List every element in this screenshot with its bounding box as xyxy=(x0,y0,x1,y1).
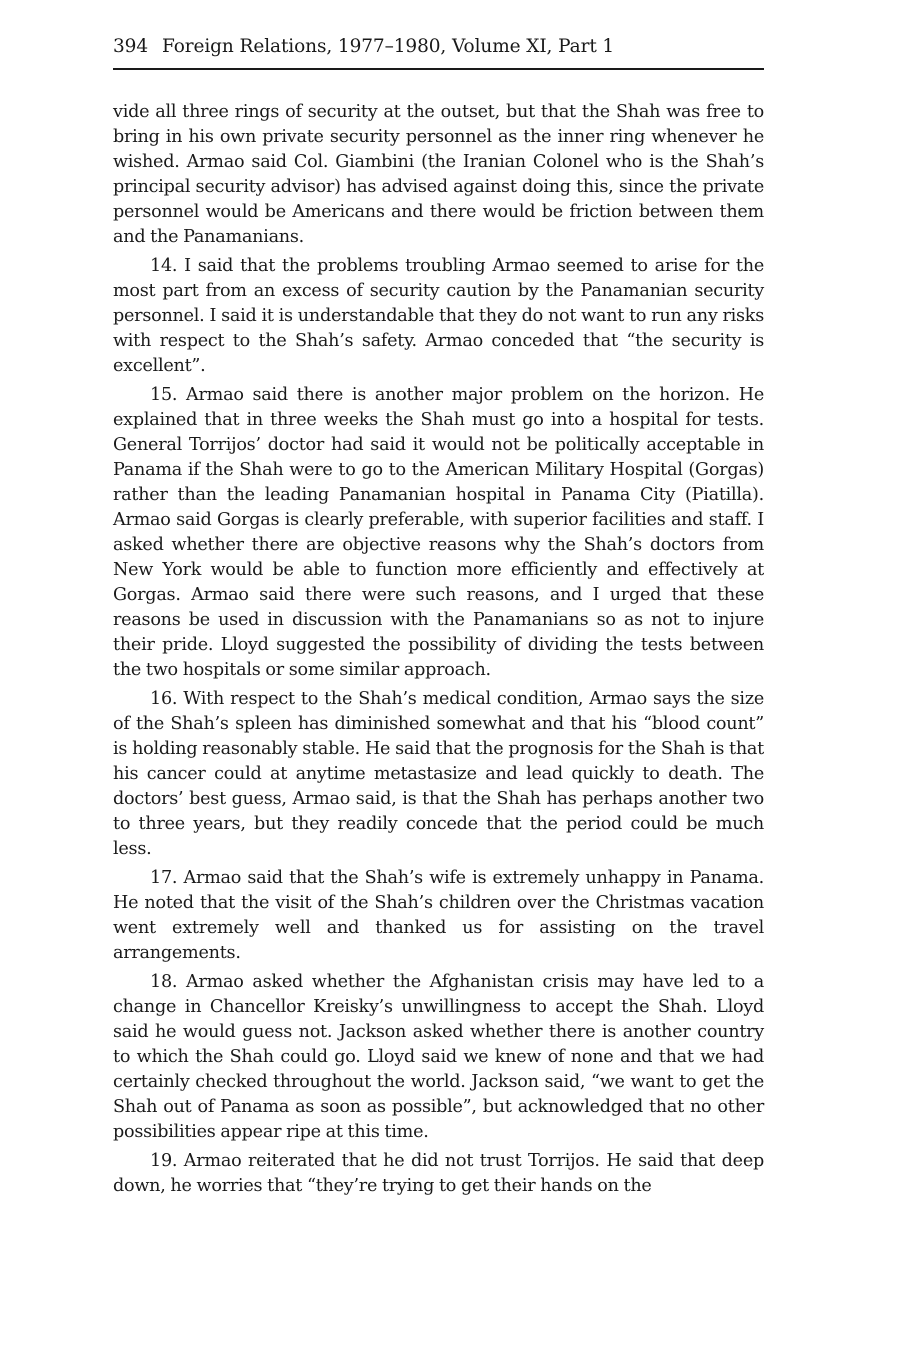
paragraph-18: 18. Armao asked whether the Afghanistan crisis may have led to a change in Chancellor Kreisky’s unwillingness to accept the Shah. Lloyd said he would guess not. Jackson asked whether there is another country to which the Shah could go. Lloyd said we knew of none and that we had certainly checked throughout the world. Jackson said, “we want to get the Shah out of Panama as soon as possible”, but acknowledged that no other possibilities appear ripe at this time. xyxy=(113,972,764,1142)
paragraph-19: 19. Armao reiterated that he did not trust Torrijos. He said that deep down, he worries that “they’re trying to get their hands on the xyxy=(113,1151,764,1196)
paragraph-15: 15. Armao said there is another major problem on the horizon. He explained that in three weeks the Shah must go into a hospital for tests. General Torrijos’ doctor had said it would not be politically acceptable in Panama if the Shah were to go to the American Military Hospital (Gorgas) rather than the leading Panamanian hospital in Panama City (Piatilla). Armao said Gorgas is clearly preferable, with superior facilities and staff. I asked whether there are objective reasons why the Shah’s doctors from New York would be able to function more efficiently and effectively at Gorgas. Armao said there were such reasons, and I urged that these reasons be used in discussion with the Panamanians so as not to injure their pride. Lloyd suggested the possibility of dividing the tests between the two hospitals or some similar approach. xyxy=(113,385,764,680)
paragraph-14: 14. I said that the problems troubling Armao seemed to arise for the most part from an excess of security caution by the Panamanian security personnel. I said it is understandable that they do not want to run any risks with respect to the Shah’s safety. Armao conceded that “the security is excellent”. xyxy=(113,256,764,376)
running-header xyxy=(113,36,764,57)
running-title: Foreign Relations, 1977–1980, Volume XI, Part 1 xyxy=(162,36,615,57)
body-text xyxy=(113,100,764,1203)
paragraph-16: 16. With respect to the Shah’s medical condition, Armao says the size of the Shah’s spleen has diminished somewhat and that his “blood count” is holding reasonably stable. He said that the prognosis for the Shah is that his cancer could at anytime metastasize and lead quickly to death. The doctors’ best guess, Armao said, is that the Shah has perhaps another two to three years, but they readily concede that the period could be much less. xyxy=(113,689,764,859)
paragraph-17: 17. Armao said that the Shah’s wife is extremely unhappy in Panama. He noted that the visit of the Shah’s children over the Christmas vacation went extremely well and thanked us for assisting on the travel arrangements. xyxy=(113,868,764,963)
header-rule xyxy=(113,68,764,70)
paragraph-continuation: vide all three rings of security at the outset, but that the Shah was free to bring in his own private security personnel as the inner ring whenever he wished. Armao said Col. Giambini (the Iranian Colonel who is the Shah’s principal security advisor) has advised against doing this, since the private personnel would be Americans and there would be friction between them and the Panamanians. xyxy=(113,102,764,247)
page-number: 394 xyxy=(113,36,149,57)
